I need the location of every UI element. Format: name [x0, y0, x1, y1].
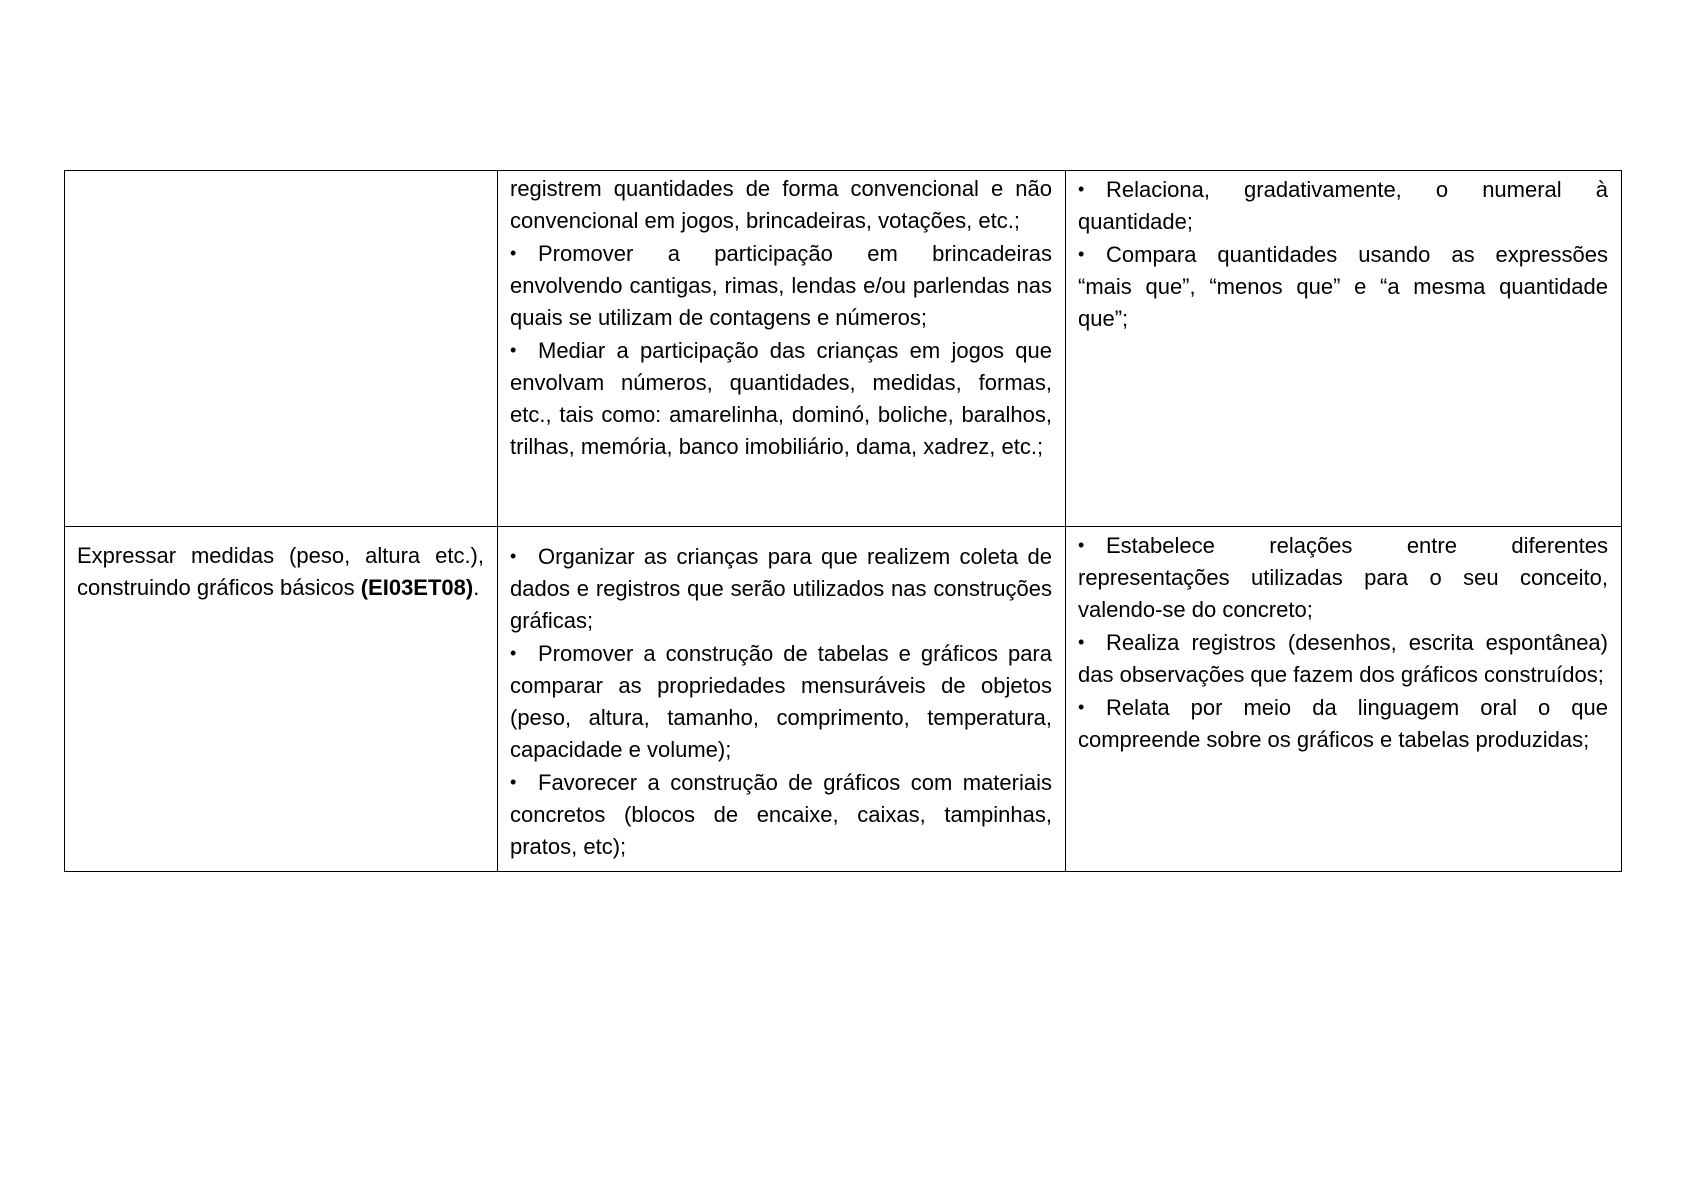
- bullet-icon: •: [1078, 632, 1085, 652]
- bullet-icon: •: [1078, 697, 1085, 717]
- indicator-item-text: Compara quantidades usando as expressões “mais que”, “menos que” e “a mesma quantidade que”;: [1078, 242, 1608, 331]
- bullet-icon: •: [1078, 244, 1085, 264]
- strategy-item-text: Mediar a participação das crianças em jogos que envolvam números, quantidades, medidas, formas, etc., tais como: amarelinha, dominó, boliche, baralhos, trilhas, memória, banco imobiliário, dama, xadrez, etc.;: [510, 338, 1052, 459]
- indicator-item: [1078, 173, 1608, 238]
- strategies-cell: [498, 171, 1066, 527]
- strategy-item: [510, 334, 1052, 463]
- objective-text: [77, 540, 484, 604]
- objective-cell: [65, 171, 498, 527]
- table-row: [65, 527, 1622, 872]
- indicator-item-text: Realiza registros (desenhos, escrita espontânea) das observações que fazem dos gráficos construídos;: [1078, 630, 1608, 687]
- strategy-item: [510, 540, 1052, 637]
- bullet-icon: •: [1078, 535, 1085, 555]
- indicator-item-text: Relaciona, gradativamente, o numeral à quantidade;: [1078, 177, 1608, 234]
- objective-code: (EI03ET08): [360, 575, 474, 600]
- indicators-cell: [1066, 171, 1622, 527]
- strategy-continuation-text: registrem quantidades de forma convencional e não convencional em jogos, brincadeiras, votações, etc.;: [510, 176, 1052, 233]
- objective-description: Expressar medidas (peso, altura etc.), construindo gráficos básicos: [77, 543, 484, 600]
- strategy-item: [510, 637, 1052, 766]
- table-row: [65, 171, 1622, 527]
- strategy-item: [510, 766, 1052, 863]
- indicator-item: [1078, 238, 1608, 335]
- objective-cell: [65, 527, 498, 872]
- strategy-item-text: Promover a participação em brincadeiras envolvendo cantigas, rimas, lendas e/ou parlendas nas quais se utilizam de contagens e números;: [510, 241, 1052, 330]
- indicators-cell: [1066, 527, 1622, 872]
- indicator-item: [1078, 626, 1608, 691]
- strategy-item: [510, 237, 1052, 334]
- indicator-item: [1078, 691, 1608, 756]
- curriculum-table: [64, 170, 1622, 872]
- strategy-item-text: Favorecer a construção de gráficos com materiais concretos (blocos de encaixe, caixas, tampinhas, pratos, etc);: [510, 770, 1052, 859]
- bullet-icon: •: [510, 340, 517, 360]
- strategies-cell: [498, 527, 1066, 872]
- bullet-icon: •: [510, 243, 517, 263]
- bullet-icon: •: [1078, 179, 1085, 199]
- strategy-item-text: Organizar as crianças para que realizem coleta de dados e registros que serão utilizados nas construções gráficas;: [510, 544, 1052, 633]
- bullet-icon: •: [510, 546, 517, 566]
- strategy-item-text: Promover a construção de tabelas e gráficos para comparar as propriedades mensuráveis de objetos (peso, altura, tamanho, comprimento, temperatura, capacidade e volume);: [510, 641, 1052, 762]
- objective-suffix: .: [473, 575, 480, 600]
- indicator-item: [1078, 529, 1608, 626]
- bullet-icon: •: [510, 772, 517, 792]
- indicator-item-text: Estabelece relações entre diferentes representações utilizadas para o seu conceito, valendo-se do concreto;: [1078, 533, 1608, 622]
- bullet-icon: •: [510, 643, 517, 663]
- indicator-item-text: Relata por meio da linguagem oral o que compreende sobre os gráficos e tabelas produzidas;: [1078, 695, 1608, 752]
